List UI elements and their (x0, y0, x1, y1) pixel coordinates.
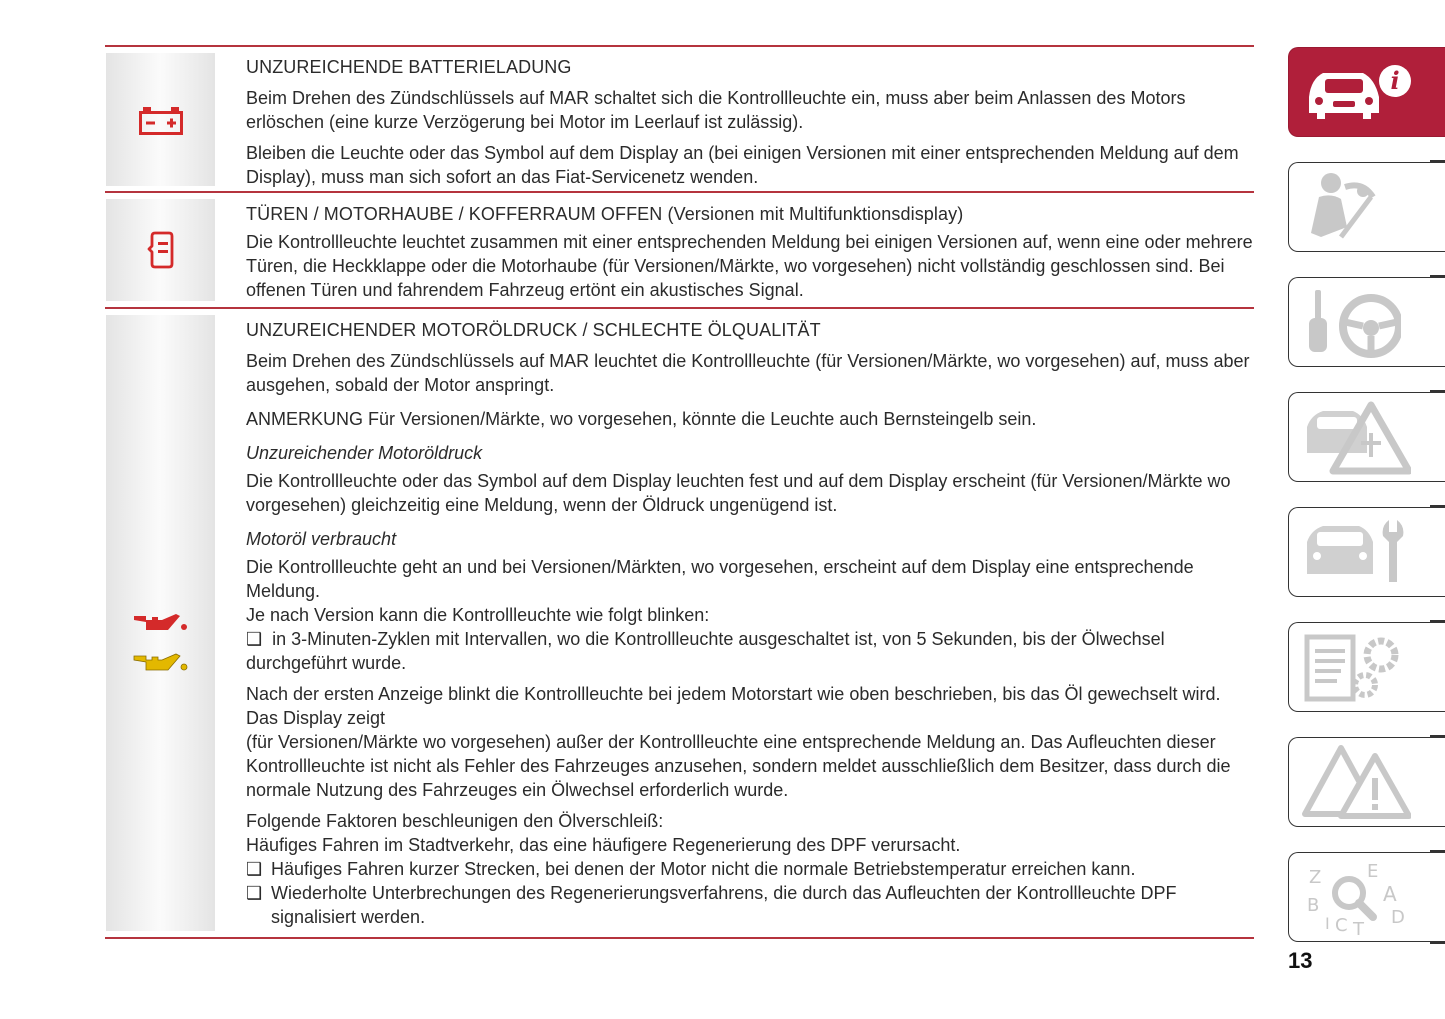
alphabet-magnifier-icon (1301, 857, 1411, 937)
section-divider (105, 937, 1254, 939)
bullet-box: ❑ (246, 629, 263, 649)
subheading: Unzureichender Motoröldruck (246, 443, 483, 463)
key-steering-wheel-icon (1301, 282, 1401, 362)
section-title: UNZUREICHENDER MOTORÖLDRUCK / SCHLECHTE ÖLQUALITÄT (246, 320, 821, 340)
paragraph: Bleiben die Leuchte oder das Symbol auf dem Display an (bei einigen Versionen mit einer entsprechenden Meldung auf dem Display), muss man sich sofort an das Fiat-Servicenetz wenden. (246, 143, 1239, 187)
tab-separator (1430, 735, 1445, 737)
paragraph: Die Kontrollleuchte geht an und bei Versionen/Märkten, wo vorgesehen, erscheint auf dem Display eine entsprechende Meldung. (246, 557, 1194, 601)
car-info-icon (1301, 57, 1411, 127)
section-battery (246, 55, 1254, 189)
door-open-icon (147, 230, 175, 270)
paragraph: (für Versionen/Märkte wo vorgesehen) außer der Kontrollleuchte eine entsprechende Meldung an. Das Aufleuchten dieser Kontrollleuchte ist nicht als Fehler des Fahrzeuges anzusehen, sondern meldet ausschließlich dem Besitzer, dass durch die normale Nutzung des Fahrzeuges ein Ölwechsel erforderlich wurde. (246, 732, 1231, 800)
tab-separator (1430, 850, 1445, 852)
section-doors (246, 202, 1254, 302)
tab-separator (1430, 505, 1445, 507)
section-title: UNZUREICHENDE BATTERIELADUNG (246, 57, 572, 77)
tab-separator (1430, 942, 1445, 944)
tab-separator (1430, 160, 1445, 162)
paragraph: Das Display zeigt (246, 708, 386, 728)
tab-emergency[interactable] (1288, 392, 1445, 482)
section-oil (246, 318, 1254, 929)
svg-text:i: i (1390, 66, 1400, 95)
warning-triangles-icon (1301, 742, 1411, 822)
tab-maintenance[interactable] (1288, 507, 1445, 597)
tab-separator (1430, 390, 1445, 392)
paragraph: Folgende Faktoren beschleunigen den Ölverschleiß: (246, 811, 664, 831)
index-letter: B (1307, 895, 1320, 916)
paragraph: Beim Drehen des Zündschlüssels auf MAR leuchtet die Kontrollleuchte (für Versionen/Märkte, wo vorgesehen) auf, muss aber ausgehen, sobald der Motor anspringt. (246, 351, 1250, 395)
index-letter: E (1367, 861, 1379, 882)
index-letter: D (1391, 907, 1405, 928)
tab-technical-data[interactable] (1288, 622, 1445, 712)
note: ANMERKUNG Für Versionen/Märkte, wo vorgesehen, könnte die Leuchte auch Bernsteingelb sein. (246, 409, 1037, 429)
index-letter: I (1325, 914, 1330, 933)
paragraph: Nach der ersten Anzeige blinkt die Kontrollleuchte bei jedem Motorstart wie oben beschrieben, bis das Öl gewechselt wird. (246, 684, 1221, 704)
section-divider (105, 307, 1254, 309)
list-item: ❑ Häufiges Fahren kurzer Strecken, bei denen der Motor nicht die normale Betriebstemperatur erreichen kann. (246, 859, 1136, 879)
battery-warning-icon (138, 104, 184, 136)
icon-panel-doors (106, 199, 215, 301)
section-divider (105, 191, 1254, 193)
tab-safety[interactable] (1288, 162, 1445, 252)
index-letter: C (1335, 915, 1348, 936)
tab-car-info[interactable] (1288, 47, 1445, 137)
tab-separator (1430, 275, 1445, 277)
tab-separator (1430, 620, 1445, 622)
oil-can-yellow-icon (132, 650, 190, 676)
tab-starting-driving[interactable] (1288, 277, 1445, 367)
icon-panel-oil (106, 315, 215, 931)
paragraph: Die Kontrollleuchte oder das Symbol auf dem Display leuchten fest und auf dem Display erscheint (für Versionen/Märkte wo vorgesehen) gleichzeitig eine Meldung, wenn der Öldruck ungenügend ist. (246, 471, 1231, 515)
section-title: TÜREN / MOTORHAUBE / KOFFERRAUM OFFEN (Versionen mit Multifunktionsdisplay) (246, 204, 964, 224)
paragraph: Die Kontrollleuchte leuchtet zusammen mit einer entsprechenden Meldung bei einigen Versionen auf, wenn eine oder mehrere Türen, die Heckklappe oder die Motorhaube (für Versionen/Märkte, wo vorgesehen) nicht vollständig geschlossen sind. Bei offenen Türen und fahrendem Fahrzeug ertönt ein akustisches Signal. (246, 232, 1253, 300)
oil-can-red-icon (132, 610, 190, 636)
car-warning-triangle-icon (1301, 397, 1411, 477)
list-item: ❑ in 3-Minuten-Zyklen mit Intervallen, wo die Kontrollleuchte ausgeschaltet ist, von 5 Sekunden, bis der Ölwechsel durchgeführt wurde. (246, 629, 1165, 673)
bullet-box: ❑ (246, 859, 263, 879)
section-divider (105, 45, 1254, 47)
tab-alphabetical-index[interactable] (1288, 852, 1445, 942)
index-letter: Z (1309, 867, 1322, 888)
paragraph: Beim Drehen des Zündschlüssels auf MAR schaltet sich die Kontrollleuchte ein, muss aber beim Anlassen des Motors erlöschen (eine kurze Verzögerung bei Motor im Leerlauf ist zulässig). (246, 88, 1186, 132)
paragraph: Häufiges Fahren im Stadtverkehr, das eine häufigere Regenerierung des DPF verursacht. (246, 835, 961, 855)
icon-panel-battery (106, 53, 215, 186)
paragraph: Je nach Version kann die Kontrollleuchte wie folgt blinken: (246, 605, 710, 625)
airbag-seat-icon (1301, 167, 1401, 247)
bullet-box: ❑ (246, 883, 263, 903)
subheading: Motoröl verbraucht (246, 529, 397, 549)
index-letter: T (1353, 919, 1364, 937)
page-number: 13 (1288, 948, 1313, 973)
car-wrench-icon (1301, 512, 1411, 592)
tab-index-warnings[interactable] (1288, 737, 1445, 827)
index-letter: A (1383, 882, 1397, 906)
list-gears-icon (1301, 627, 1411, 707)
list-item: ❑ Wiederholte Unterbrechungen des Regenerierungsverfahrens, die durch das Aufleuchten der Kontrollleuchte DPF signalisiert werden. (246, 883, 1177, 927)
